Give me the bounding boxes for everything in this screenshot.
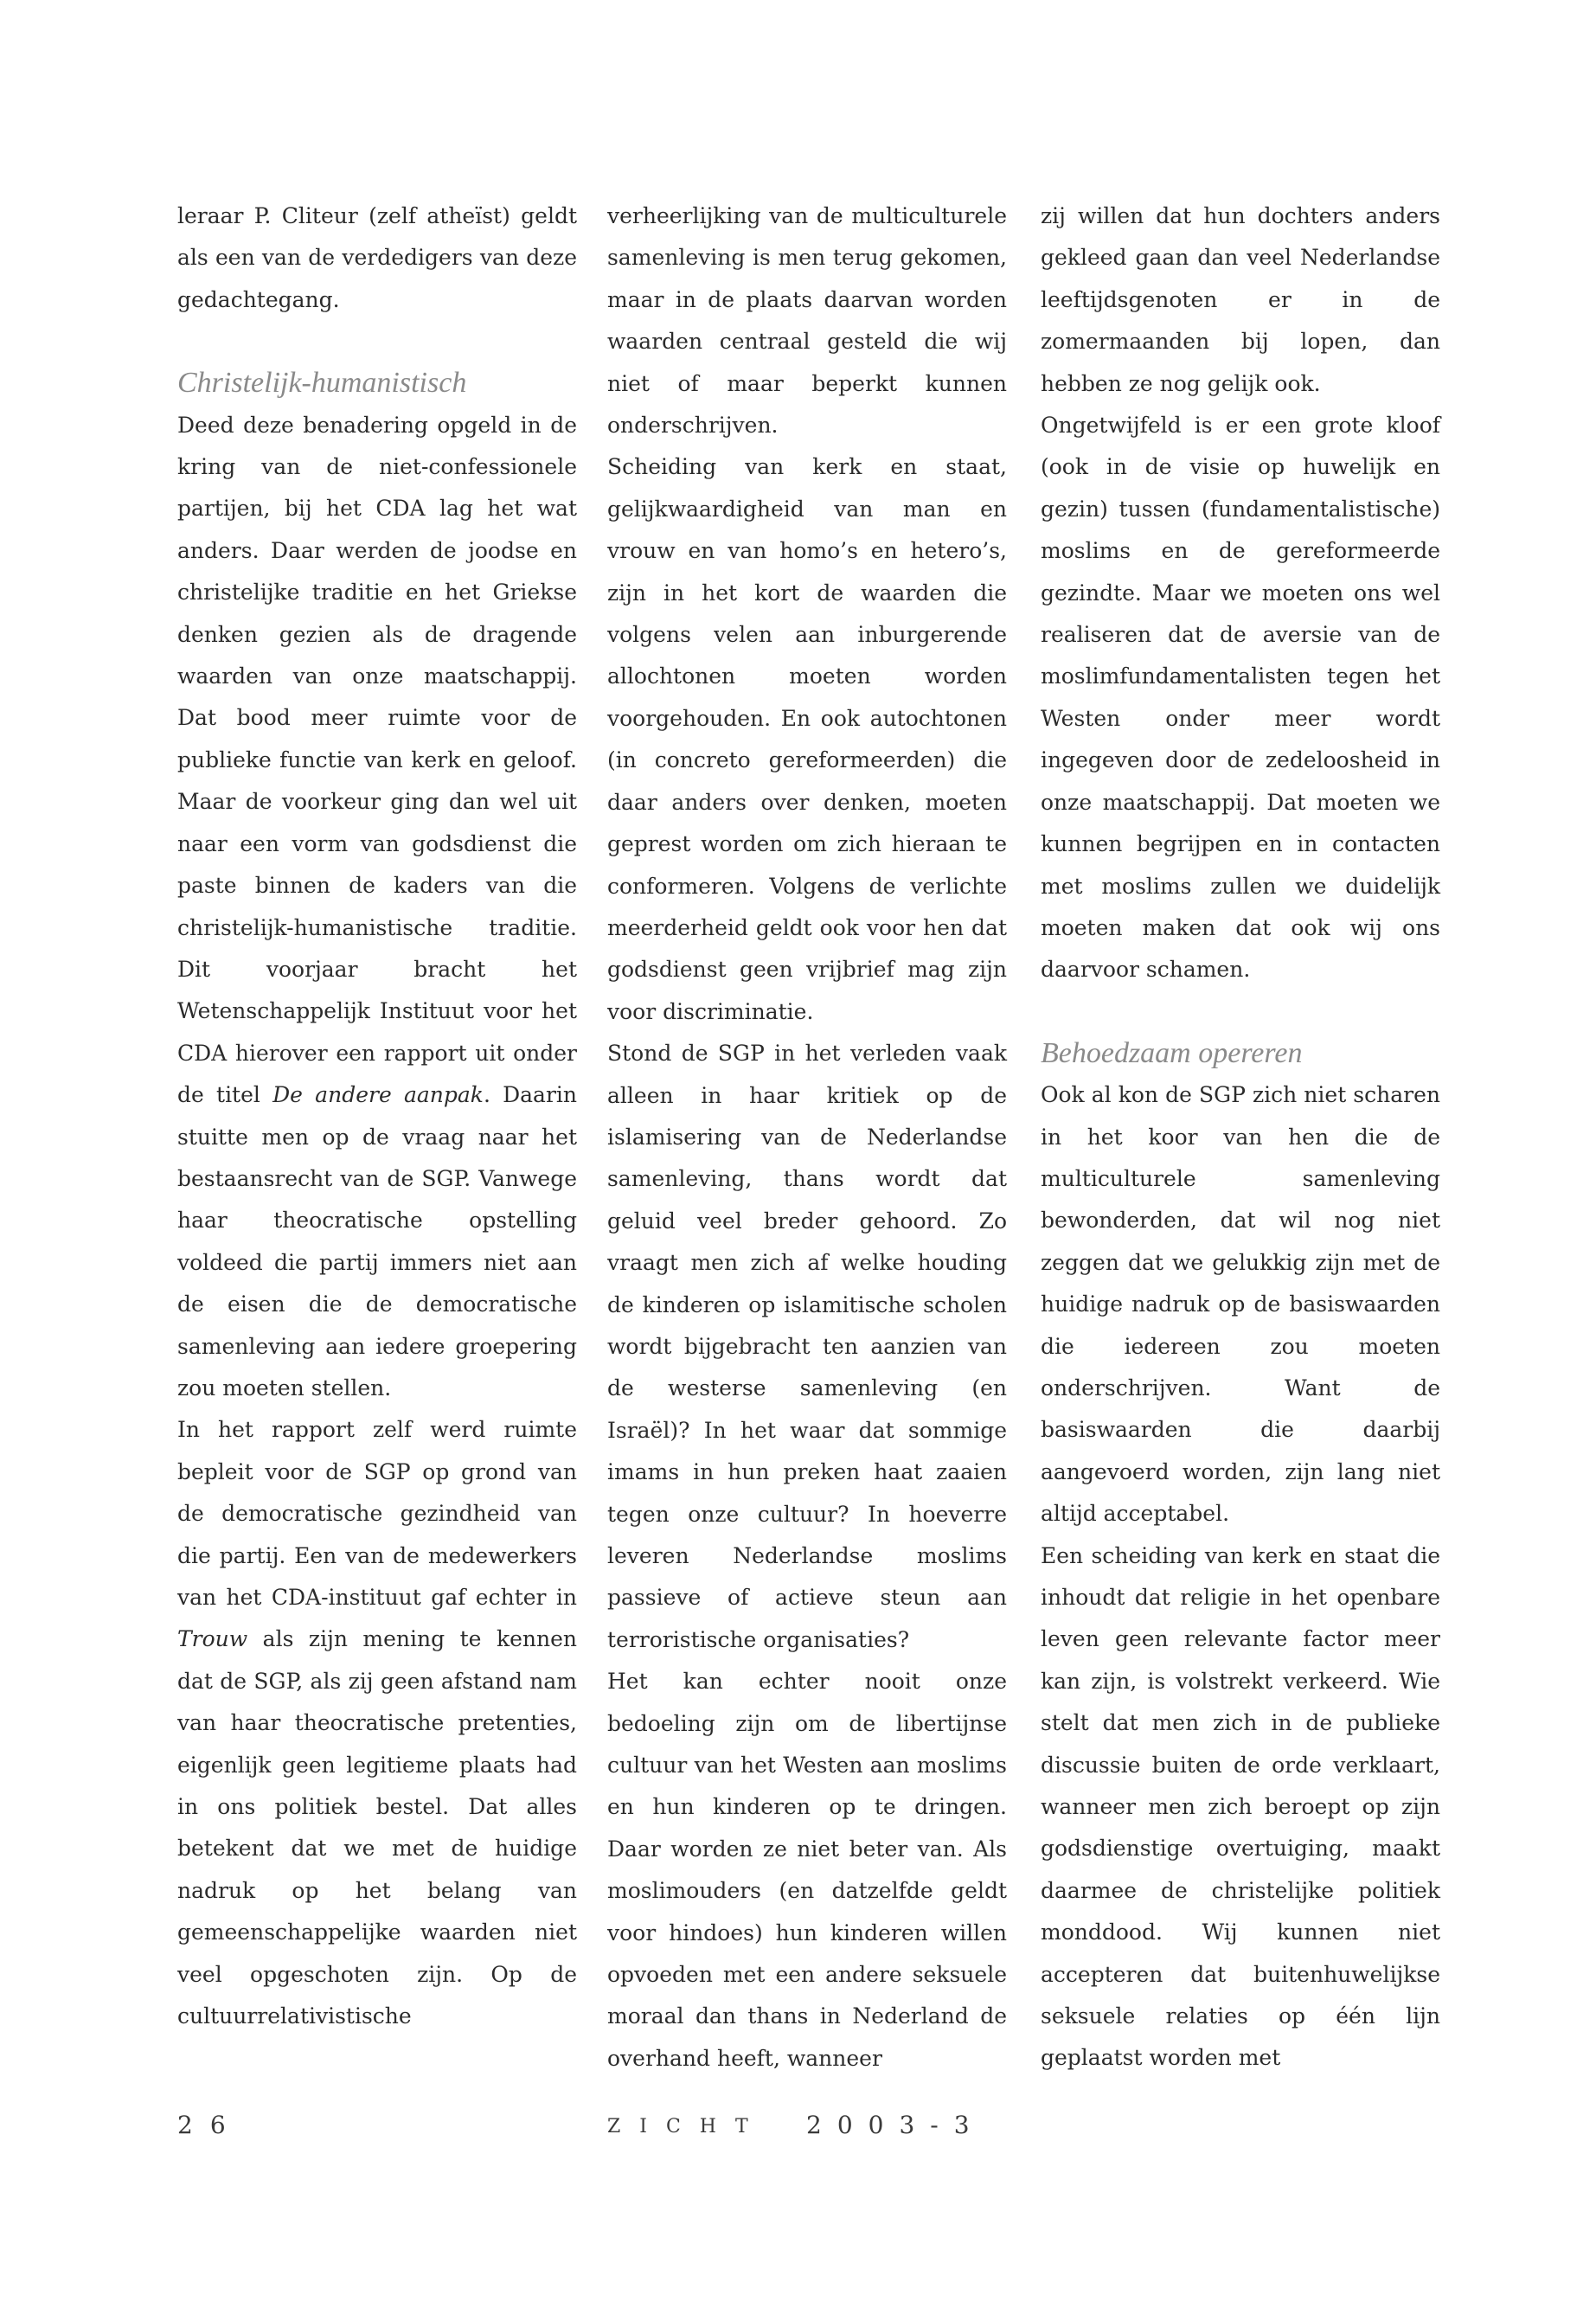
paragraph: Ongetwijfeld is er een grote kloof (ook in de visie op huwelijk en gezin) tussen (fundamentalistische) moslims en de gereformeerde gezindte. Maar we moeten ons wel realiseren dat de aversie van de moslimfundamentalisten tegen het Westen onder meer wordt ingegeven door de zedeloosheid in onze maatschappij. Dat moeten we kunnen begrijpen en in contacten met moslims zullen we duidelijk moeten maken dat ook wij ons daarvoor schamen. bbox=[1041, 413, 1440, 983]
paragraph: Het kan echter nooit onze bedoeling zijn om de libertijnse cultuur van het Westen aan moslims en hun kinderen op te dringen. Daar worden ze niet beter van. Als moslimouders (en datzelfde geldt voor hindoes) hun kinderen willen opvoeden met een andere seksuele moraal dan thans in Nederland de overhand heeft, wanneer bbox=[607, 1669, 1007, 2071]
text-column-2 bbox=[607, 195, 1007, 2080]
paragraph: Een scheiding van kerk en staat die inhoudt dat religie in het openbare leven geen relevante factor meer kan zijn, is volstrekt verkeerd. Wie stelt dat men zich in de publieke discussie buiten de orde verklaart, wanneer men zich beroept op zijn godsdienstige overtuiging, maakt daarmee de christelijke politiek monddood. Wij kunnen niet accepteren dat buitenhuwelijkse seksuele relaties op één lijn geplaatst worden met bbox=[1041, 1542, 1440, 2071]
text-run: als zijn mening te kennen dat de SGP, als zij geen afstand nam van haar theocratische pretenties, eigenlijk geen legitieme plaats had in ons politiek bestel. Dat alles betekent dat we met de huidige nadruk op het belang van gemeenschappelijke waarden niet veel opgeschoten zijn. Op de cultuurrelativistische bbox=[177, 1626, 577, 2029]
book-title: De andere aanpak bbox=[272, 1082, 484, 1108]
text-run: . Daarin stuitte men op de vraag naar het bestaansrecht van de SGP. Vanwege haar theocratische opstelling voldeed die partij immers niet aan de eisen die de democratische samenleving aan iedere groepering zou moeten stellen. bbox=[177, 1082, 578, 1400]
text-column-1 bbox=[177, 195, 577, 2037]
section-heading: Behoedzaam opereren bbox=[1041, 1036, 1303, 1069]
text-column-3 bbox=[1041, 195, 1440, 2080]
paragraph: Stond de SGP in het verleden vaak alleen in haar kritiek op de islamisering van de Nederlandse samenleving, thans wordt dat geluid veel breder gehoord. Zo vraagt men zich af welke houding de kinderen op islamitische scholen wordt bijgebracht ten aanzien van de westerse samenleving (en Israël)? In het waar dat sommige imams in hun preken haat zaaien tegen onze cultuur? In hoeverre leveren Nederlandse moslims passieve of actieve steun aan terroristische organisaties? bbox=[607, 1041, 1007, 1652]
paragraph: leraar P. Cliteur (zelf atheïst) geldt als een van de verdedigers van deze gedachtegang. bbox=[177, 203, 577, 312]
paragraph: zij willen dat hun dochters anders gekleed gaan dan veel Nederlandse leeftijdsgenoten er in de zomermaanden bij lopen, dan hebben ze nog gelijk ook. bbox=[1041, 203, 1440, 396]
paragraph bbox=[177, 405, 577, 1410]
text-run: Deed deze benadering opgeld in de kring van de niet-confessionele partijen, bij het CDA lag het wat anders. Daar werden de joodse en christelijke traditie en het Griekse denken gezien als de dragende waarden van onze maatschappij. Dat bood meer ruimte voor de publieke functie van kerk en geloof. Maar de voorkeur ging dan wel uit naar een vorm van godsdienst die paste binnen de kaders van die christelijk-humanistische traditie. Dit voorjaar bracht het Wetenschappelijk Instituut voor het CDA hierover een rapport uit onder de titel bbox=[177, 412, 577, 1108]
magazine-title: ZICHT bbox=[607, 2116, 767, 2138]
text-run: In het rapport zelf werd ruimte bepleit voor de SGP op grond van de democratische gezindheid van die partij. Een van de medewerkers van het CDA-instituut gaf echter in bbox=[177, 1417, 577, 1610]
paragraph bbox=[177, 1409, 577, 2037]
newspaper-title: Trouw bbox=[177, 1626, 248, 1652]
paragraph: verheerlijking van de multiculturele samenleving is men terug gekomen, maar in de plaats daarvan worden waarden centraal gesteld die wij niet of maar beperkt kunnen onderschrijven. bbox=[607, 203, 1007, 439]
page-number: 26 bbox=[177, 2111, 243, 2139]
paragraph: Scheiding van kerk en staat, gelijkwaardigheid van man en vrouw en van homo’s en hetero’s, zijn in het kort de waarden die volgens velen aan inburgerende allochtonen moeten worden voorgehouden. En ook autochtonen (in concreto gereformeerden) die daar anders over denken, moeten geprest worden om zich hieraan te conformeren. Volgens de verlichte meerderheid geldt ook voor hen dat godsdienst geen vrijbrief mag zijn voor discriminatie. bbox=[607, 454, 1007, 1024]
issue-number: 2003-3 bbox=[806, 2111, 985, 2139]
section-heading: Christelijk-humanistisch bbox=[177, 367, 467, 400]
paragraph: Ook al kon de SGP zich niet scharen in het koor van hen die de multiculturele samenleving bewonderden, dat wil nog niet zeggen dat we gelukkig zijn met de huidige nadruk op de basiswaarden die iedereen zou moeten onderschrijven. Want de basiswaarden die daarbij aangevoerd worden, zijn lang niet altijd acceptabel. bbox=[1041, 1082, 1440, 1527]
